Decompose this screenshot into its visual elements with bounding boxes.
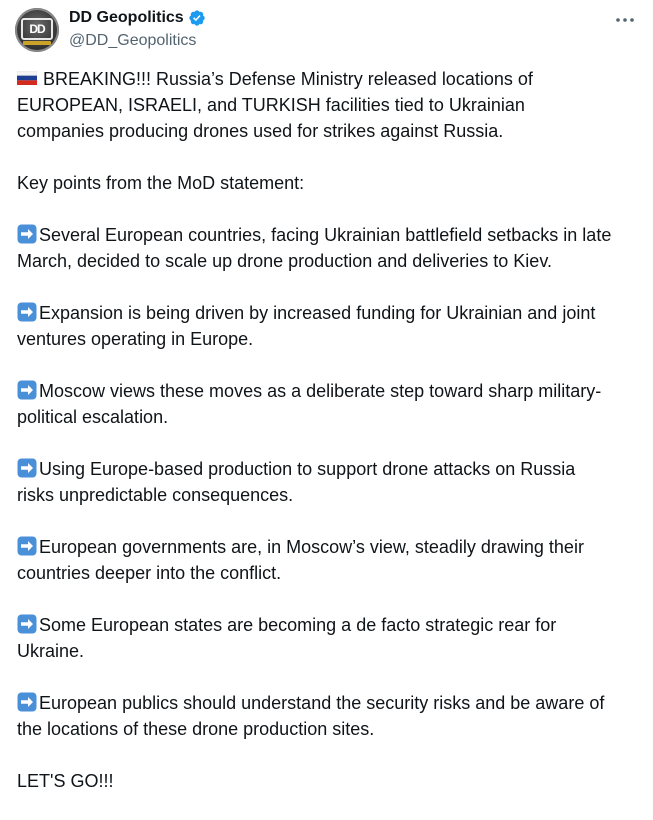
- more-options-icon[interactable]: [612, 10, 638, 30]
- key-point-line: [17, 378, 642, 404]
- key-point: [17, 534, 642, 586]
- key-point-line: risks unpredictable consequences.: [17, 485, 294, 505]
- avatar-logo: DD: [21, 18, 53, 40]
- tweet-closing: LET'S GO!!!: [17, 771, 114, 791]
- key-point-text: Several European countries, facing Ukrainian battlefield setbacks in late: [39, 225, 612, 245]
- key-point-text: European governments are, in Moscow’s view, steadily drawing their: [39, 537, 584, 557]
- key-point-line: [17, 690, 642, 716]
- avatar[interactable]: [15, 8, 59, 52]
- key-point-line: Ukraine.: [17, 641, 85, 661]
- key-point: [17, 456, 642, 508]
- right-arrow-emoji-icon: [17, 380, 37, 400]
- russia-flag-icon: [17, 71, 37, 85]
- key-point: [17, 300, 642, 352]
- key-point: [17, 378, 642, 430]
- key-point-line: [17, 222, 642, 248]
- key-point-line: political escalation.: [17, 407, 169, 427]
- key-points-list: [17, 222, 642, 742]
- intro-line: EUROPEAN, ISRAELI, and TURKISH facilities tied to Ukrainian: [17, 95, 525, 115]
- key-point-line: [17, 300, 642, 326]
- right-arrow-emoji-icon: [17, 302, 37, 322]
- intro-line: companies producing drones used for strikes against Russia.: [17, 121, 504, 141]
- right-arrow-emoji-icon: [17, 614, 37, 634]
- key-point: [17, 222, 642, 274]
- author-handle[interactable]: @DD_Geopolitics: [69, 32, 197, 49]
- key-point-line: countries deeper into the conflict.: [17, 563, 282, 583]
- key-point: [17, 690, 642, 742]
- right-arrow-emoji-icon: [17, 692, 37, 712]
- key-points-heading: Key points from the MoD statement:: [17, 173, 305, 193]
- intro-text: BREAKING!!! Russia’s Defense Ministry released locations of: [43, 69, 533, 89]
- right-arrow-emoji-icon: [17, 536, 37, 556]
- right-arrow-emoji-icon: [17, 224, 37, 244]
- key-point: [17, 612, 642, 664]
- key-point-line: [17, 456, 642, 482]
- author-name-row: [69, 8, 206, 28]
- key-point-text: Some European states are becoming a de facto strategic rear for: [39, 615, 557, 635]
- right-arrow-emoji-icon: [17, 458, 37, 478]
- tweet-intro: [17, 66, 642, 144]
- key-point-text: Expansion is being driven by increased funding for Ukrainian and joint: [39, 303, 596, 323]
- intro-line: [17, 66, 642, 92]
- key-point-line: [17, 612, 642, 638]
- tweet-text: [17, 66, 642, 820]
- key-point-line: [17, 534, 642, 560]
- verified-badge-icon[interactable]: [188, 9, 206, 27]
- key-point-text: Using Europe-based production to support drone attacks on Russia: [39, 459, 576, 479]
- key-point-text: Moscow views these moves as a deliberate step toward sharp military-: [39, 381, 602, 401]
- key-point-line: March, decided to scale up drone production and deliveries to Kiev.: [17, 251, 552, 271]
- key-point-text: European publics should understand the security risks and be aware of: [39, 693, 605, 713]
- key-point-line: the locations of these drone production sites.: [17, 719, 375, 739]
- avatar-logo-banner: [23, 41, 51, 45]
- key-point-line: ventures operating in Europe.: [17, 329, 254, 349]
- author-display-name[interactable]: DD Geopolitics: [69, 9, 184, 26]
